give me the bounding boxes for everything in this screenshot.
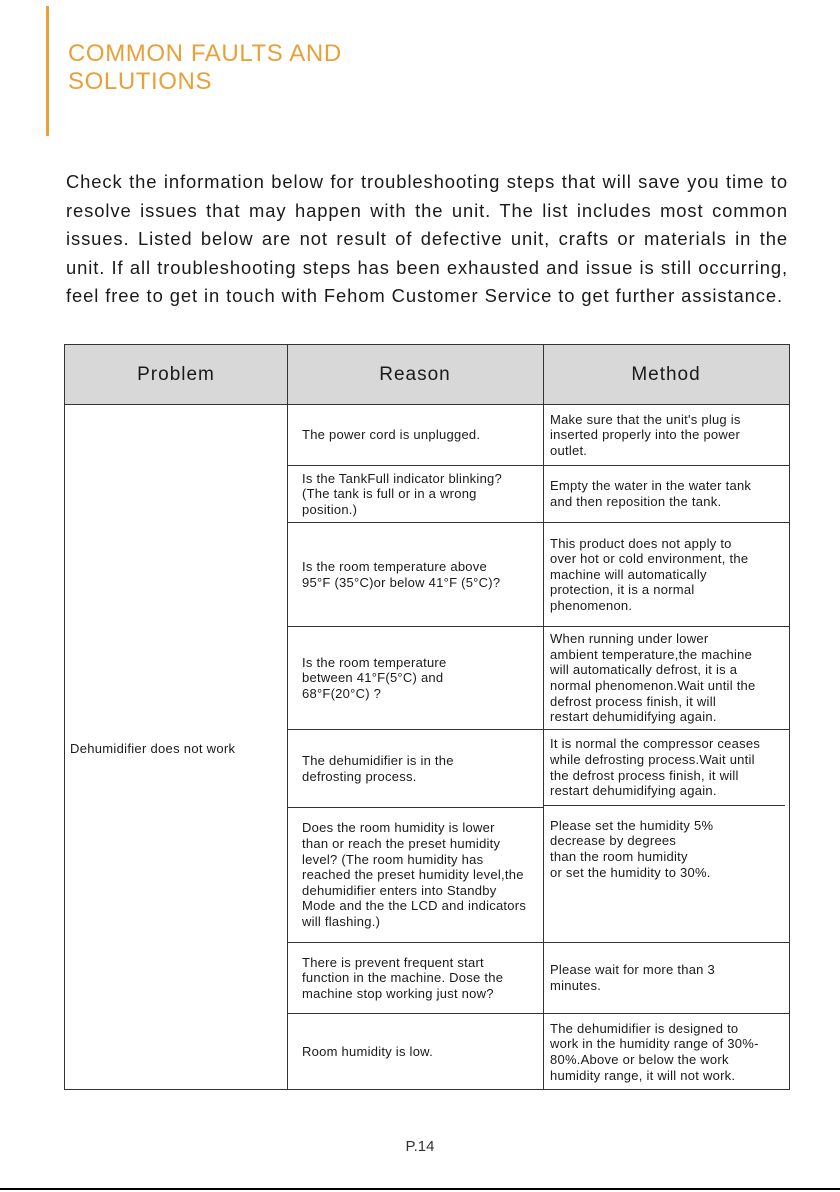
accent-bar bbox=[46, 6, 49, 136]
troubleshooting-table bbox=[64, 344, 790, 1090]
method-cell: The dehumidifier is designed to work in the humidity range of 30%- 80%.Above or below the work humidity range, it will not work. bbox=[550, 1020, 759, 1083]
reason-cell: Is the room temperature between 41°F(5°C) and 68°F(20°C) ? bbox=[302, 654, 447, 701]
header-reason: Reason bbox=[379, 364, 451, 385]
table-header bbox=[65, 345, 789, 405]
title-line-2: SOLUTIONS bbox=[68, 68, 213, 95]
reason-cell: Does the room humidity is lower than or reach the preset humidity level? (The room humidity has reached the preset humidity level,the dehumidifier enters into Standby Mode and the the LCD and indicators will flashing.) bbox=[302, 820, 527, 929]
reason-cell: Is the room temperature above 95°F (35°C)or below 41°F (5°C)? bbox=[302, 558, 501, 590]
header-problem: Problem bbox=[137, 364, 215, 385]
reason-cell: Room humidity is low. bbox=[302, 1044, 433, 1060]
page-title bbox=[68, 40, 342, 96]
reason-cell: The dehumidifier is in the defrosting process. bbox=[302, 752, 454, 784]
reason-cell: There is prevent frequent start function in the machine. Dose the machine stop working just now? bbox=[302, 954, 504, 1001]
method-cell: Empty the water in the water tank and then reposition the tank. bbox=[550, 478, 752, 509]
reason-cell: Is the TankFull indicator blinking? (The tank is full or in a wrong position.) bbox=[302, 470, 503, 517]
problem-cell: Dehumidifier does not work bbox=[70, 741, 236, 756]
method-cell: Please wait for more than 3 minutes. bbox=[550, 962, 715, 993]
title-line-1: COMMON FAULTS AND bbox=[68, 40, 342, 67]
method-cell: Make sure that the unit's plug is inserted properly into the power outlet. bbox=[550, 411, 741, 458]
method-cell: When running under lower ambient temperature,the machine will automatically defrost, it is a normal phenomenon.Wait until the defrost process finish, it will restart dehumidifying again. bbox=[550, 631, 756, 725]
method-cell: It is normal the compressor ceases while defrosting process.Wait until the defrost process finish, it will restart dehumidifying again. bbox=[550, 736, 761, 799]
method-cell: Please set the humidity 5% decrease by degrees than the room humidity or set the humidity to 30%. bbox=[550, 817, 714, 880]
column-divider bbox=[287, 345, 288, 1089]
reason-cell: The power cord is unplugged. bbox=[302, 427, 481, 443]
intro-paragraph: Check the information below for troubleshooting steps that will save you time to resolve issues that may happen with the unit. The list includes most common issues. Listed below are not result of defective unit, crafts or materials in the unit. If all troubleshooting steps has been exhausted and issue is still occurring, feel free to get in touch with Fehom Customer Service to get further assistance. bbox=[66, 171, 788, 306]
header-method: Method bbox=[631, 364, 701, 385]
bottom-rule bbox=[0, 1188, 840, 1190]
page-number: P.14 bbox=[405, 1138, 435, 1155]
column-divider bbox=[543, 345, 544, 1089]
method-cell: This product does not apply to over hot or cold environment, the machine will automatically protection, it is a normal phenomenon. bbox=[550, 535, 749, 613]
